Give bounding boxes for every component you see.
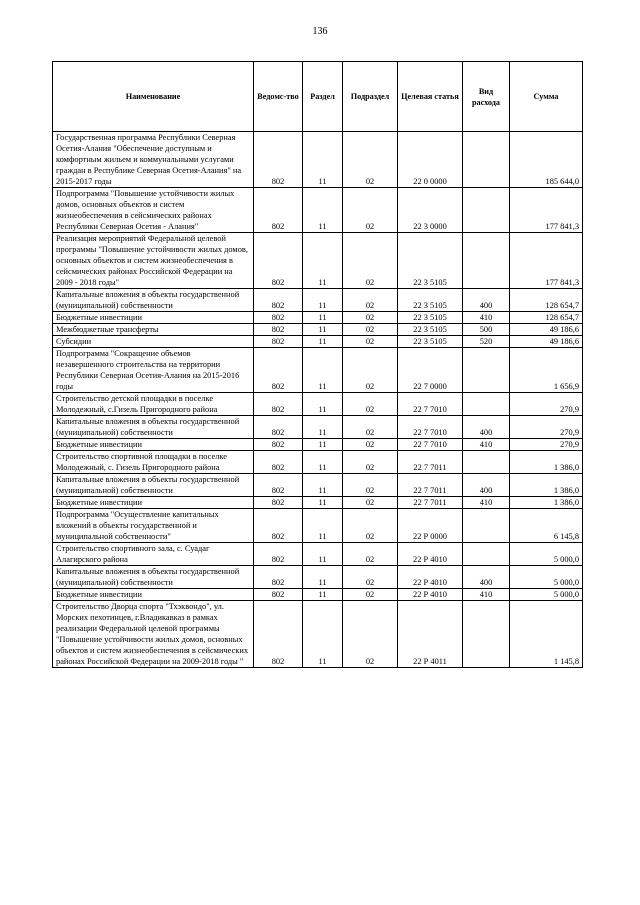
- row-subsection: 02: [343, 416, 398, 439]
- row-section: 11: [303, 474, 343, 497]
- table-row: [53, 566, 583, 589]
- table-row: [53, 312, 583, 324]
- row-target: 22 Р 0000: [398, 509, 463, 543]
- row-sum: 270,9: [510, 393, 583, 416]
- row-sum: 5 000,0: [510, 566, 583, 589]
- row-section: 11: [303, 451, 343, 474]
- row-name: Строительство детской площадки в поселке Молодежный, с.Гизель Пригородного района: [53, 393, 254, 416]
- row-target: 22 3 5105: [398, 324, 463, 336]
- row-dept: 802: [254, 233, 303, 289]
- row-target: 22 3 5105: [398, 233, 463, 289]
- table-row: [53, 336, 583, 348]
- table-row: [53, 509, 583, 543]
- row-target: 22 3 5105: [398, 336, 463, 348]
- table-row: [53, 439, 583, 451]
- row-name: Подпрограмма "Сокращение объемов незавершенного строительства на территории Республики Северная Осетия-Алания на 2015-2016 годы: [53, 348, 254, 393]
- col-header-dept: Ведомс-тво: [254, 62, 303, 132]
- row-exp-type: [463, 348, 510, 393]
- row-name: Строительство Дворца спорта "Тхэквондо", ул. Морских пехотинцев, г.Владикавказ в рамках реализации Федеральной целевой программы "Повышение устойчивости жилых домов, основных объектов и систем жизнеобеспечения в сейсмических районах Российской Федерации на 2009-2018 годы ": [53, 601, 254, 668]
- row-sum: 49 186,6: [510, 324, 583, 336]
- row-subsection: 02: [343, 589, 398, 601]
- row-name: Подпрограмма "Осуществление капитальных вложений в объекты государственной и муниципальной собственности": [53, 509, 254, 543]
- row-subsection: 02: [343, 132, 398, 188]
- row-target: 22 7 7010: [398, 416, 463, 439]
- row-dept: 802: [254, 497, 303, 509]
- row-name: Государственная программа Республики Северная Осетия-Алания "Обеспечение доступным и комфортным жильем и коммунальными услугами граждан в Республике Северная Осетия-Алания" на 2015-2017 годы: [53, 132, 254, 188]
- row-section: 11: [303, 601, 343, 668]
- row-dept: 802: [254, 348, 303, 393]
- row-dept: 802: [254, 543, 303, 566]
- row-target: 22 7 7011: [398, 474, 463, 497]
- row-dept: 802: [254, 439, 303, 451]
- row-target: 22 3 5105: [398, 312, 463, 324]
- row-subsection: 02: [343, 543, 398, 566]
- row-name: Субсидии: [53, 336, 254, 348]
- row-sum: 177 841,3: [510, 188, 583, 233]
- row-sum: 49 186,6: [510, 336, 583, 348]
- row-exp-type: [463, 601, 510, 668]
- table-row: [53, 233, 583, 289]
- row-section: 11: [303, 324, 343, 336]
- row-name: Капитальные вложения в объекты государственной (муниципальной) собственности: [53, 566, 254, 589]
- row-name: Бюджетные инвестиции: [53, 312, 254, 324]
- row-sum: 1 386,0: [510, 497, 583, 509]
- row-sum: 6 145,8: [510, 509, 583, 543]
- row-sum: 185 644,0: [510, 132, 583, 188]
- row-section: 11: [303, 439, 343, 451]
- row-target: 22 Р 4010: [398, 543, 463, 566]
- row-subsection: 02: [343, 474, 398, 497]
- row-sum: 128 654,7: [510, 289, 583, 312]
- col-header-name: Наименование: [53, 62, 254, 132]
- row-section: 11: [303, 566, 343, 589]
- row-exp-type: 400: [463, 474, 510, 497]
- row-target: 22 3 0000: [398, 188, 463, 233]
- row-subsection: 02: [343, 312, 398, 324]
- row-section: 11: [303, 336, 343, 348]
- row-exp-type: [463, 132, 510, 188]
- table-row: [53, 589, 583, 601]
- col-header-section: Раздел: [303, 62, 343, 132]
- table-row: [53, 348, 583, 393]
- row-dept: 802: [254, 451, 303, 474]
- row-exp-type: 400: [463, 566, 510, 589]
- row-section: 11: [303, 132, 343, 188]
- row-section: 11: [303, 497, 343, 509]
- row-exp-type: 400: [463, 289, 510, 312]
- row-target: 22 Р 4010: [398, 589, 463, 601]
- row-section: 11: [303, 416, 343, 439]
- row-section: 11: [303, 188, 343, 233]
- row-subsection: 02: [343, 348, 398, 393]
- row-section: 11: [303, 589, 343, 601]
- row-target: 22 Р 4011: [398, 601, 463, 668]
- row-name: Реализация мероприятий Федеральной целевой программы "Повышение устойчивости жилых домов, основных объектов и систем жизнеобеспечения в сейсмических районах Российской Федерации на 2009 - 2018 годы": [53, 233, 254, 289]
- row-subsection: 02: [343, 188, 398, 233]
- row-target: 22 0 0000: [398, 132, 463, 188]
- row-section: 11: [303, 233, 343, 289]
- table-row: [53, 497, 583, 509]
- col-header-subsection: Подраздел: [343, 62, 398, 132]
- row-exp-type: 410: [463, 497, 510, 509]
- row-section: 11: [303, 509, 343, 543]
- row-name: Строительство спортивного зала, с. Суадаг Алагирского района: [53, 543, 254, 566]
- col-header-target: Целевая статья: [398, 62, 463, 132]
- row-name: Бюджетные инвестиции: [53, 497, 254, 509]
- row-subsection: 02: [343, 393, 398, 416]
- row-sum: 177 841,3: [510, 233, 583, 289]
- row-sum: 1 386,0: [510, 474, 583, 497]
- row-subsection: 02: [343, 451, 398, 474]
- row-sum: 1 386,0: [510, 451, 583, 474]
- row-dept: 802: [254, 324, 303, 336]
- row-target: 22 7 7011: [398, 497, 463, 509]
- table-row: [53, 132, 583, 188]
- table-row: [53, 451, 583, 474]
- col-header-sum: Сумма: [510, 62, 583, 132]
- row-sum: 1 145,8: [510, 601, 583, 668]
- row-exp-type: 410: [463, 439, 510, 451]
- row-name: Бюджетные инвестиции: [53, 439, 254, 451]
- row-dept: 802: [254, 393, 303, 416]
- header-row: [53, 62, 583, 132]
- row-sum: 128 654,7: [510, 312, 583, 324]
- row-dept: 802: [254, 474, 303, 497]
- row-subsection: 02: [343, 566, 398, 589]
- row-target: 22 7 7011: [398, 451, 463, 474]
- row-name: Бюджетные инвестиции: [53, 589, 254, 601]
- table-row: [53, 324, 583, 336]
- row-dept: 802: [254, 509, 303, 543]
- row-sum: 5 000,0: [510, 543, 583, 566]
- row-target: 22 Р 4010: [398, 566, 463, 589]
- row-dept: 802: [254, 289, 303, 312]
- row-exp-type: 500: [463, 324, 510, 336]
- row-sum: 270,9: [510, 439, 583, 451]
- row-dept: 802: [254, 132, 303, 188]
- row-sum: 5 000,0: [510, 589, 583, 601]
- row-subsection: 02: [343, 336, 398, 348]
- row-exp-type: 520: [463, 336, 510, 348]
- row-subsection: 02: [343, 233, 398, 289]
- row-name: Капитальные вложения в объекты государственной (муниципальной) собственности: [53, 474, 254, 497]
- row-name: Межбюджетные трансферты: [53, 324, 254, 336]
- row-exp-type: [463, 393, 510, 416]
- row-section: 11: [303, 543, 343, 566]
- row-dept: 802: [254, 589, 303, 601]
- row-target: 22 7 0000: [398, 348, 463, 393]
- row-name: Капитальные вложения в объекты государственной (муниципальной) собственности: [53, 289, 254, 312]
- col-header-exp-type: Вид расхода: [463, 62, 510, 132]
- row-name: Подпрограмма "Повышение устойчивости жилых домов, основных объектов и систем жизнеобеспечения в сейсмических районах Республики Северная Осетия - Алания": [53, 188, 254, 233]
- row-subsection: 02: [343, 289, 398, 312]
- table-row: [53, 543, 583, 566]
- row-sum: 1 656,9: [510, 348, 583, 393]
- row-subsection: 02: [343, 324, 398, 336]
- row-section: 11: [303, 312, 343, 324]
- row-section: 11: [303, 393, 343, 416]
- table-row: [53, 601, 583, 668]
- row-name: Капитальные вложения в объекты государственной (муниципальной) собственности: [53, 416, 254, 439]
- row-exp-type: [463, 543, 510, 566]
- row-exp-type: [463, 233, 510, 289]
- row-section: 11: [303, 348, 343, 393]
- row-section: 11: [303, 289, 343, 312]
- row-target: 22 7 7010: [398, 393, 463, 416]
- row-exp-type: 410: [463, 589, 510, 601]
- row-sum: 270,9: [510, 416, 583, 439]
- row-dept: 802: [254, 566, 303, 589]
- table-row: [53, 188, 583, 233]
- row-dept: 802: [254, 416, 303, 439]
- row-subsection: 02: [343, 601, 398, 668]
- row-dept: 802: [254, 601, 303, 668]
- row-name: Строительство спортивной площадки в поселке Молодежный, с. Гизель Пригородного района: [53, 451, 254, 474]
- row-exp-type: 410: [463, 312, 510, 324]
- row-exp-type: [463, 188, 510, 233]
- row-exp-type: 400: [463, 416, 510, 439]
- row-exp-type: [463, 451, 510, 474]
- row-target: 22 7 7010: [398, 439, 463, 451]
- table-row: [53, 474, 583, 497]
- table-row: [53, 393, 583, 416]
- row-exp-type: [463, 509, 510, 543]
- row-target: 22 3 5105: [398, 289, 463, 312]
- budget-table: [52, 61, 583, 668]
- row-dept: 802: [254, 188, 303, 233]
- row-dept: 802: [254, 312, 303, 324]
- table-row: [53, 289, 583, 312]
- row-subsection: 02: [343, 497, 398, 509]
- row-subsection: 02: [343, 509, 398, 543]
- row-subsection: 02: [343, 439, 398, 451]
- table-row: [53, 416, 583, 439]
- row-dept: 802: [254, 336, 303, 348]
- page-number: 136: [312, 26, 328, 37]
